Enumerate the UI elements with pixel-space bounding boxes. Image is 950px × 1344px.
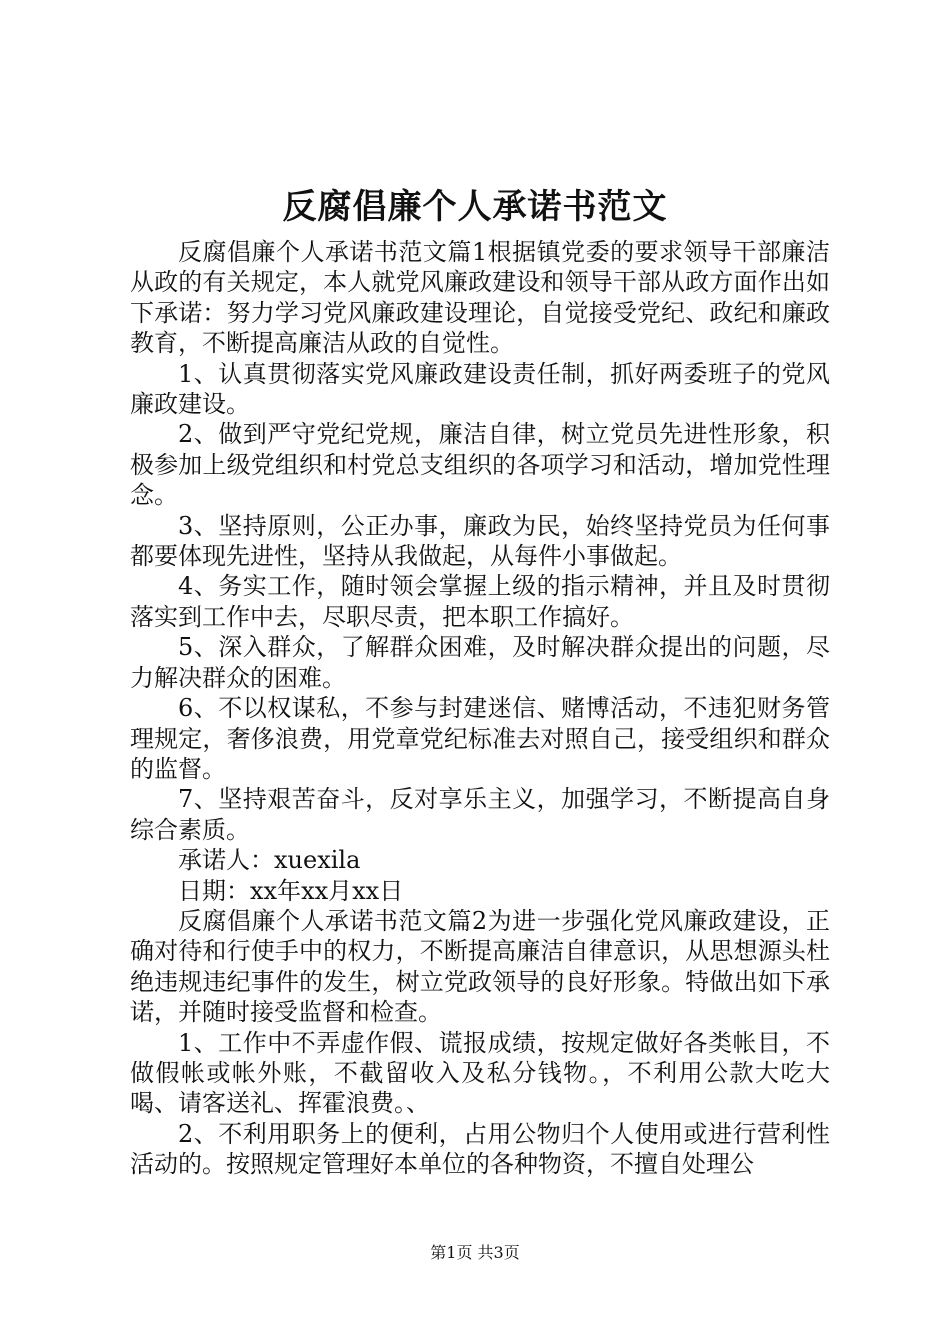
paragraph: 1、认真贯彻落实党风廉政建设责任制，抓好两委班子的党风廉政建设。 [130, 359, 830, 419]
paragraph: 2、做到严守党纪党规，廉洁自律，树立党员先进性形象，积极参加上级党组织和村党总支组织的各项学习和活动，增加党性理念。 [130, 420, 830, 510]
page-indicator: 第1页 共3页 [430, 1243, 520, 1262]
paragraph: 5、深入群众，了解群众困难，及时解决群众提出的问题，尽力解决群众的困难。 [130, 633, 830, 692]
document-title: 反腐倡廉个人承诺书范文 [282, 187, 668, 227]
paragraph: 反腐倡廉个人承诺书范文篇2为进一步强化党风廉政建设，正确对待和行使手中的权力，不断提高廉洁自律意识，从思想源头杜绝违规违纪事件的发生，树立党政领导的良好形象。特做出如下承诺，并随时接受监督和检查。 [130, 906, 830, 1027]
paragraph: 3、坚持原则，公正办事，廉政为民，始终坚持党员为任何事都要体现先进性，坚持从我做起，从每件小事做起。 [130, 511, 830, 571]
paragraph: 7、坚持艰苦奋斗，反对享乐主义，加强学习，不断提高自身综合素质。 [130, 785, 830, 844]
document-body [130, 237, 830, 1180]
paragraph: 6、不以权谋私，不参与封建迷信、赌博活动，不违犯财务管理规定，奢侈浪费，用党章党纪标准去对照自己，接受组织和群众的监督。 [130, 694, 830, 783]
paragraph: 2、不利用职务上的便利，占用公物归个人使用或进行营利性活动的。按照规定管理好本单位的各种物资，不擅自处理公 [130, 1119, 830, 1179]
date-line: 日期：xx年xx月xx日 [178, 876, 404, 905]
paragraph: 反腐倡廉个人承诺书范文篇1根据镇党委的要求领导干部廉洁从政的有关规定，本人就党风廉政建设和领导干部从政方面作出如下承诺：努力学习党风廉政建设理论，自觉接受党纪、政纪和廉政教育，不断提高廉洁从政的自觉性。 [130, 238, 830, 358]
signatory-line: 承诺人：xuexila [178, 846, 361, 875]
paragraph: 1、工作中不弄虚作假、谎报成绩，按规定做好各类帐目，不做假帐或帐外账，不截留收入及私分钱物。，不利用公款大吃大喝、请客送礼、挥霍浪费。、 [130, 1028, 830, 1118]
paragraph: 4、务实工作，随时领会掌握上级的指示精神，并且及时贯彻落实到工作中去，尽职尽责，把本职工作搞好。 [130, 572, 830, 631]
